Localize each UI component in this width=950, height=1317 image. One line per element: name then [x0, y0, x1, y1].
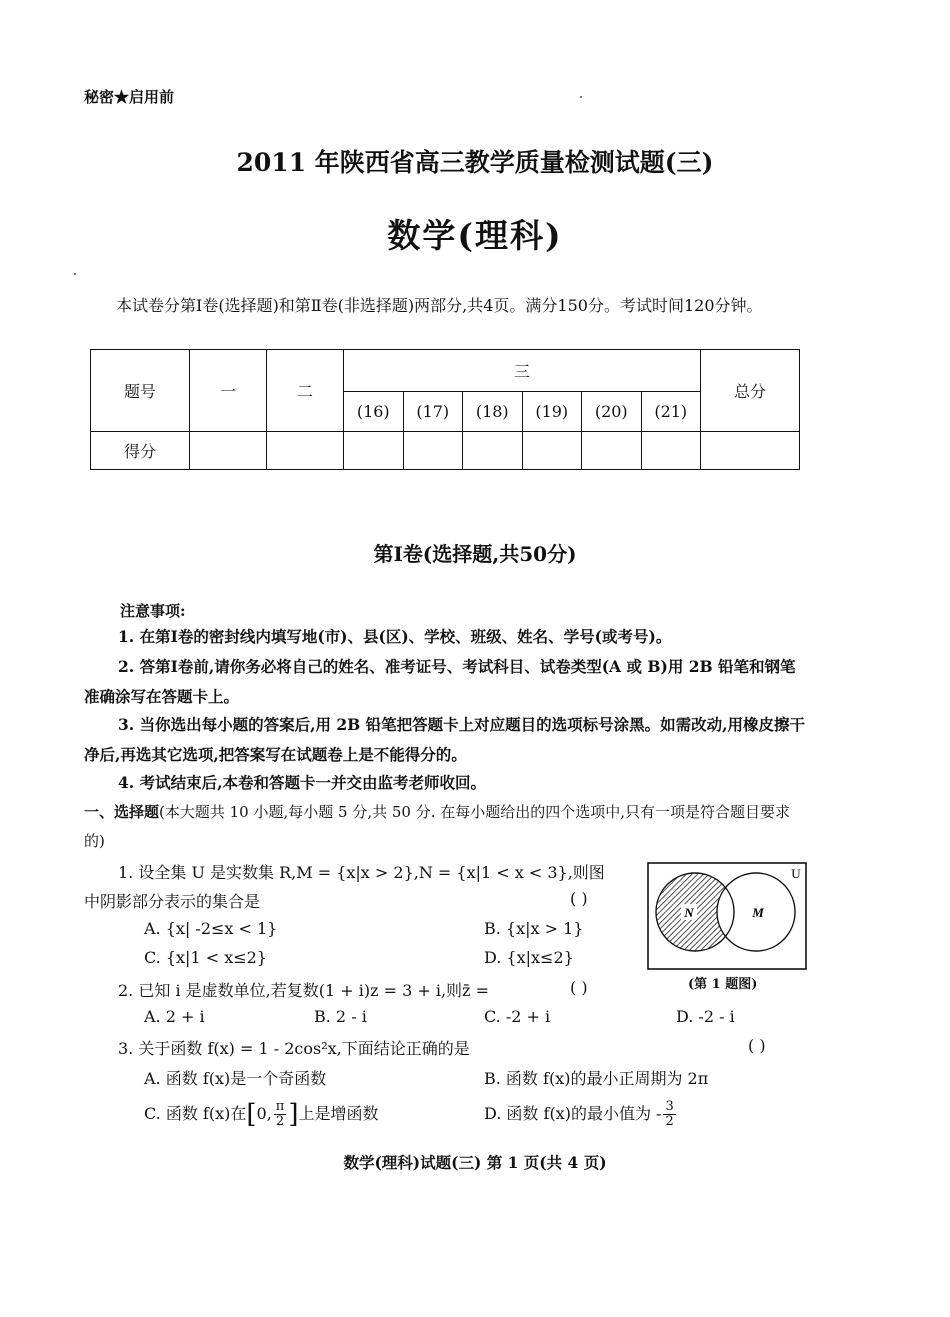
q1-option-d: D. {x|x≤2} — [484, 948, 574, 967]
score-cell — [463, 432, 523, 470]
q3-answer-paren: ( ) — [748, 1036, 766, 1055]
part1-title: 第Ⅰ卷(选择题,共50分) — [373, 542, 577, 566]
score-cell — [641, 432, 701, 470]
venn-label-n: N — [684, 905, 694, 920]
venn-label-u: U — [791, 866, 801, 881]
venn-diagram — [647, 862, 807, 970]
sub-col-18: (18) — [463, 392, 523, 432]
intro-text: 本试卷分第Ⅰ卷(选择题)和第Ⅱ卷(非选择题)两部分,共4页。满分150分。考试时间120分钟。 — [116, 296, 763, 315]
scan-speck — [580, 96, 582, 98]
note-3: 3. 当你选出每小题的答案后,用 2B 铅笔把答题卡上对应题目的选项标号涂黑。如需改动,用橡皮擦干净后,再选其它选项,把答案写在试题卷上是不能得分的。 — [84, 715, 806, 764]
row-label-question-no: 题号 — [91, 350, 190, 432]
q3-option-b: B. 函数 f(x)的最小正周期为 2π — [484, 1069, 709, 1088]
fraction-pi-over-2: $\frac{\pi}{2}$ — [275, 1099, 285, 1129]
q1-stem-line2: 中阴影部分表示的集合是 — [84, 892, 261, 911]
sub-col-16: (16) — [344, 392, 404, 432]
q2-option-a: A. 2 + i — [144, 1007, 205, 1026]
q3-stem: 3. 关于函数 f(x) = 1 - 2cos²x,下面结论正确的是 — [118, 1039, 470, 1058]
page-footer: 数学(理科)试题(三) 第 1 页(共 4 页) — [343, 1153, 607, 1172]
venn-label-m: M — [752, 905, 764, 920]
row-label-score: 得分 — [91, 432, 190, 470]
sub-col-20: (20) — [582, 392, 642, 432]
q1-answer-paren: ( ) — [570, 889, 588, 908]
q2-option-d: D. -2 - i — [676, 1007, 735, 1026]
section1-desc: (本大题共 10 小题,每小题 5 分,共 50 分. 在每小题给出的四个选项中,只有一项是符合题目要求的) — [84, 803, 791, 850]
sub-col-19: (19) — [522, 392, 582, 432]
q2-option-b: B. 2 - i — [314, 1007, 367, 1026]
note-1: 1. 在第Ⅰ卷的密封线内填写地(市)、县(区)、学校、班级、姓名、学号(或考号)。 — [118, 627, 672, 646]
confidential-label: 秘密★启用前 — [84, 88, 175, 106]
score-cell — [701, 432, 800, 470]
venn-caption: (第 1 题图) — [688, 977, 758, 992]
section1-head: 一、选择题 — [84, 803, 160, 821]
col-part-3: 三 — [344, 350, 701, 392]
q1-option-a: A. {x| -2≤x < 1} — [144, 919, 278, 938]
q2-option-c: C. -2 + i — [484, 1007, 551, 1026]
section1-heading — [84, 798, 808, 856]
q1-option-b: B. {x|x > 1} — [484, 919, 584, 938]
score-table — [90, 349, 800, 470]
sub-col-21: (21) — [641, 392, 701, 432]
score-cell — [267, 432, 344, 470]
q2-stem: 2. 已知 i 是虚数单位,若复数(1 + i)z = 3 + i,则z̄ = — [118, 981, 489, 1000]
score-cell — [582, 432, 642, 470]
exam-title: 2011 年陕西省高三教学质量检测试题(三) — [236, 148, 714, 177]
col-part-2: 二 — [267, 350, 344, 432]
score-cell — [190, 432, 267, 470]
q1-stem-line1: 1. 设全集 U 是实数集 R,M = {x|x > 2},N = {x|1 < x < 3},则图 — [118, 863, 605, 882]
notes-title: 注意事项: — [120, 602, 186, 620]
score-cell — [403, 432, 463, 470]
note-4: 4. 考试结束后,本卷和答题卡一并交由监考老师收回。 — [118, 773, 486, 792]
q2-answer-paren: ( ) — [570, 978, 588, 997]
col-part-1: 一 — [190, 350, 267, 432]
scan-speck — [74, 273, 76, 275]
q3-option-c: C. 函数 f(x)在[0, $\frac{\pi}{2}$ ]上是增函数 — [144, 1099, 379, 1130]
fraction-3-over-2: $\frac{3}{2}$ — [665, 1099, 674, 1129]
sub-col-17: (17) — [403, 392, 463, 432]
q1-option-c: C. {x|1 < x≤2} — [144, 948, 267, 967]
note-2: 2. 答第Ⅰ卷前,请你务必将自己的姓名、准考证号、考试科目、试卷类型(A 或 B)用 2B 铅笔和钢笔准确涂写在答题卡上。 — [84, 657, 796, 706]
subject-title: 数学(理科) — [387, 216, 563, 255]
q3-option-a: A. 函数 f(x)是一个奇函数 — [144, 1069, 327, 1088]
score-cell — [522, 432, 582, 470]
col-total: 总分 — [701, 350, 800, 432]
score-cell — [344, 432, 404, 470]
q3-option-d: D. 函数 f(x)的最小值为 - $\frac{3}{2}$ — [484, 1099, 674, 1129]
